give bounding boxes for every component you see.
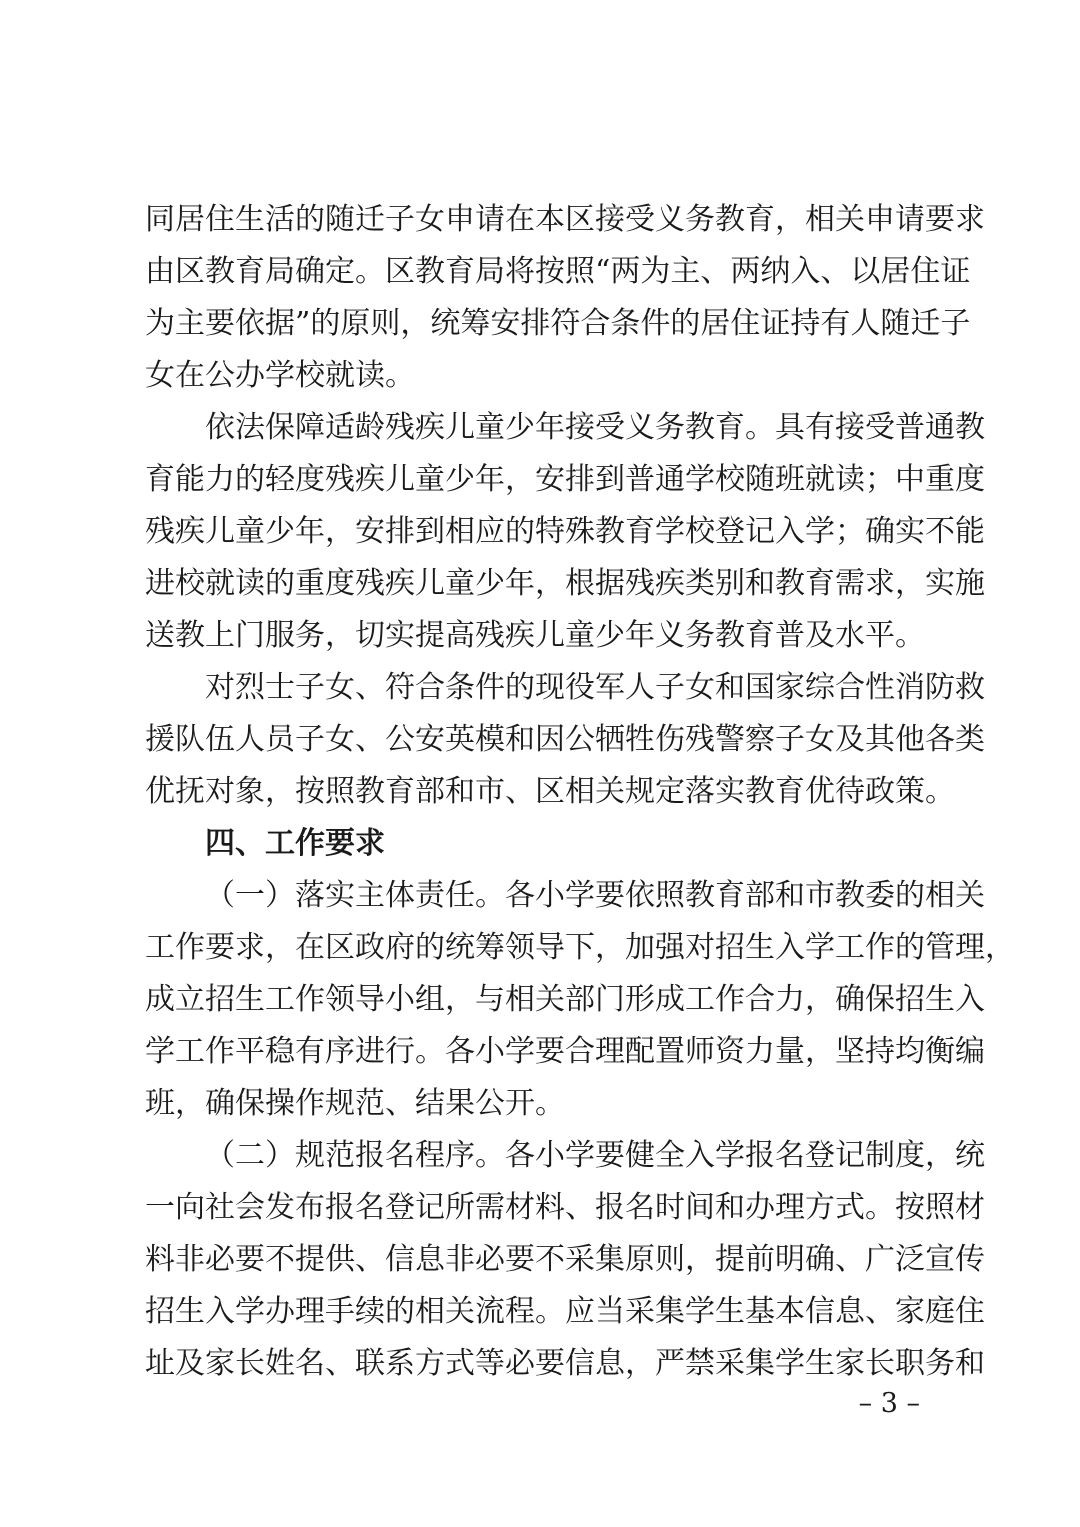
text-line: 料非必要不提供、信息非必要不采集原则，提前明确、广泛宣传 [145, 1242, 985, 1277]
text-line: 址及家长姓名、联系方式等必要信息，严禁采集学生家长职务和 [145, 1346, 985, 1381]
text-line: 招生入学办理手续的相关流程。应当采集学生基本信息、家庭住 [145, 1294, 985, 1329]
page-number: – 3 – [858, 1388, 920, 1419]
text-line: 一向社会发布报名登记所需材料、报名时间和办理方式。按照材 [145, 1190, 985, 1225]
text-line: 成立招生工作领导小组，与相关部门形成工作合力，确保招生入 [145, 982, 985, 1017]
text-line: 优抚对象，按照教育部和市、区相关规定落实教育优待政策。 [145, 774, 955, 809]
text-line: 残疾儿童少年，安排到相应的特殊教育学校登记入学；确实不能 [145, 514, 985, 549]
text-line: 同居住生活的随迁子女申请在本区接受义务教育，相关申请要求 [145, 202, 985, 237]
text-line: 学工作平稳有序进行。各小学要合理配置师资力量，坚持均衡编 [145, 1034, 985, 1069]
text-line: 班，确保操作规范、结果公开。 [145, 1086, 565, 1121]
text-line: （二）规范报名程序。各小学要健全入学报名登记制度，统 [205, 1138, 985, 1173]
text-line: 由区教育局确定。区教育局将按照“两为主、两纳入、以居住证 [145, 254, 971, 289]
text-line: 依法保障适龄残疾儿童少年接受义务教育。具有接受普通教 [205, 410, 985, 445]
text-line: 援队伍人员子女、公安英模和因公牺牲伤残警察子女及其他各类 [145, 722, 985, 757]
text-line: 育能力的轻度残疾儿童少年，安排到普通学校随班就读；中重度 [145, 462, 985, 497]
text-line: 送教上门服务，切实提高残疾儿童少年义务教育普及水平。 [145, 618, 925, 653]
text-line: 为主要依据”的原则，统筹安排符合条件的居住证持有人随迁子 [145, 306, 971, 341]
text-line: 对烈士子女、符合条件的现役军人子女和国家综合性消防救 [205, 670, 985, 705]
text-line: （一）落实主体责任。各小学要依照教育部和市教委的相关 [205, 878, 985, 913]
text-line: 女在公办学校就读。 [145, 358, 415, 393]
text-line: 工作要求，在区政府的统筹领导下，加强对招生入学工作的管理， [145, 930, 1015, 965]
section-heading: 四、工作要求 [205, 826, 385, 861]
text-line: 进校就读的重度残疾儿童少年，根据残疾类别和教育需求，实施 [145, 566, 985, 601]
